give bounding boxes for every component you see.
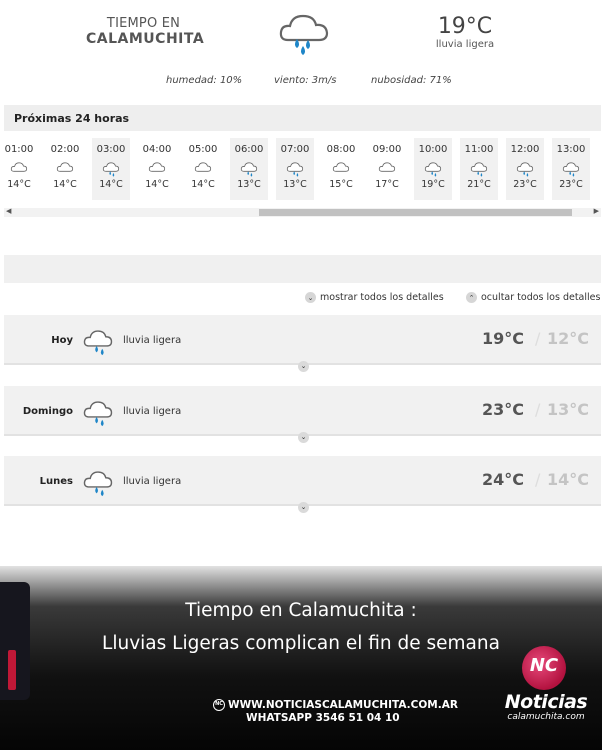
noticias-logo [504, 646, 588, 726]
banner-whatsapp: WHATSAPP 3546 51 04 10 [246, 712, 400, 724]
hour-item [138, 138, 176, 200]
hour-item [368, 138, 406, 200]
rain-cloud-icon [92, 160, 130, 177]
logo-sub: calamuchita.com [507, 712, 585, 722]
hour-time: 08:00 [326, 144, 356, 155]
hour-item [552, 138, 590, 200]
day-max-temp: 19°C [482, 329, 525, 348]
day-name: Domingo [22, 406, 73, 417]
hour-temp: 14°C [145, 179, 169, 190]
chevron-down-icon[interactable]: ⌄ [298, 502, 309, 513]
hour-time: 12:00 [510, 144, 540, 155]
banner-website [213, 699, 458, 711]
chevron-down-icon[interactable]: ⌄ [298, 432, 309, 443]
nc-mini-logo-icon: NC [213, 699, 225, 711]
logo-name: Noticias [504, 691, 588, 713]
hour-temp: 19°C [421, 179, 445, 190]
hour-temp: 14°C [53, 179, 77, 190]
cloud-icon [0, 160, 38, 177]
chevron-down-icon[interactable]: ⌄ [298, 361, 309, 372]
rain-cloud-icon [81, 326, 115, 360]
chevron-down-icon: ⌄ [305, 292, 316, 303]
hour-time: 02:00 [50, 144, 80, 155]
hour-temp: 13°C [237, 179, 261, 190]
day-row[interactable] [4, 315, 601, 370]
forecast-24h-header [4, 105, 601, 131]
day-name: Hoy [51, 335, 73, 346]
news-banner [0, 566, 602, 750]
rain-cloud-icon [276, 160, 314, 177]
hour-item [414, 138, 452, 200]
rain-cloud-icon [81, 467, 115, 501]
hour-time: 07:00 [280, 144, 310, 155]
hour-item [506, 138, 544, 200]
cloudiness-stat: nubosidad: 71% [371, 75, 452, 86]
hour-time: 03:00 [96, 144, 126, 155]
hour-item [46, 138, 84, 200]
forecast-24h-title: Próximas 24 horas [14, 112, 130, 125]
hour-temp: 23°C [559, 179, 583, 190]
logo-initials: NC [529, 655, 559, 676]
hour-time: 10:00 [418, 144, 448, 155]
banner-headline-1: Tiempo en Calamuchita : [185, 600, 417, 621]
hour-item [230, 138, 268, 200]
hide-all-details-label: ocultar todos los detalles [481, 292, 601, 303]
day-description: lluvia ligera [123, 476, 182, 487]
hour-item [0, 138, 38, 200]
day-min-temp: 14°C [547, 470, 590, 489]
show-all-details-label: mostrar todos los detalles [320, 292, 444, 303]
title-line-1: TIEMPO EN [106, 16, 181, 31]
hour-temp: 13°C [283, 179, 307, 190]
scrollbar-thumb[interactable] [259, 209, 572, 216]
hourly-forecast-strip[interactable] [0, 138, 602, 202]
hour-item [184, 138, 222, 200]
hour-temp: 17°C [375, 179, 399, 190]
title-line-2: CALAMUCHITA [86, 31, 205, 47]
hour-time: 13:00 [556, 144, 586, 155]
scroll-right-icon[interactable]: ▶ [593, 207, 599, 215]
nc-logo-mark [522, 646, 566, 690]
banner-headline-2: Lluvias Ligeras complican el fin de semana [102, 633, 500, 654]
temp-separator: / [535, 470, 541, 489]
day-description: lluvia ligera [123, 335, 182, 346]
scroll-left-icon[interactable]: ◀ [6, 207, 12, 215]
temp-separator: / [535, 329, 541, 348]
humidity-stat: humedad: 10% [166, 75, 243, 86]
chevron-up-icon: ⌃ [466, 292, 477, 303]
hour-time: 11:00 [464, 144, 494, 155]
hour-item [322, 138, 360, 200]
hour-temp: 14°C [99, 179, 123, 190]
rain-cloud-icon [414, 160, 452, 177]
current-temperature: 19°C [437, 14, 493, 39]
hour-item [92, 138, 130, 200]
show-all-details-button[interactable] [305, 292, 444, 303]
day-max-temp: 24°C [482, 470, 525, 489]
hour-time: 01:00 [4, 144, 34, 155]
day-description: lluvia ligera [123, 406, 182, 417]
cloud-icon [138, 160, 176, 177]
hour-temp: 14°C [7, 179, 31, 190]
temp-separator: / [535, 400, 541, 419]
cloud-icon [184, 160, 222, 177]
separator-band [4, 255, 601, 283]
current-description: lluvia ligera [435, 39, 495, 50]
hour-time: 09:00 [372, 144, 402, 155]
wind-stat: viento: 3m/s [274, 75, 337, 86]
day-name: Lunes [39, 476, 73, 487]
hour-temp: 23°C [513, 179, 537, 190]
day-min-temp: 13°C [547, 400, 590, 419]
cloud-icon [322, 160, 360, 177]
hour-item [460, 138, 498, 200]
rain-cloud-icon [460, 160, 498, 177]
day-row[interactable] [4, 386, 601, 441]
rain-cloud-icon [230, 160, 268, 177]
location-title [86, 16, 205, 47]
current-weather [420, 14, 510, 50]
cloud-icon [368, 160, 406, 177]
hour-time: 05:00 [188, 144, 218, 155]
hide-all-details-button[interactable] [466, 292, 600, 303]
hour-temp: 15°C [329, 179, 353, 190]
rain-cloud-icon [506, 160, 544, 177]
hour-item [276, 138, 314, 200]
hour-temp: 21°C [467, 179, 491, 190]
day-row[interactable] [4, 456, 601, 511]
hour-time: 04:00 [142, 144, 172, 155]
day-max-temp: 23°C [482, 400, 525, 419]
cloud-icon [46, 160, 84, 177]
hour-temp: 14°C [191, 179, 215, 190]
rain-cloud-icon [276, 10, 332, 58]
hourly-scrollbar[interactable] [4, 208, 601, 217]
day-min-temp: 12°C [547, 329, 590, 348]
hour-time: 06:00 [234, 144, 264, 155]
rain-cloud-icon [552, 160, 590, 177]
website-text: WWW.NOTICIASCALAMUCHITA.COM.AR [228, 699, 458, 711]
rain-cloud-icon [81, 397, 115, 431]
weather-stats [0, 75, 602, 89]
